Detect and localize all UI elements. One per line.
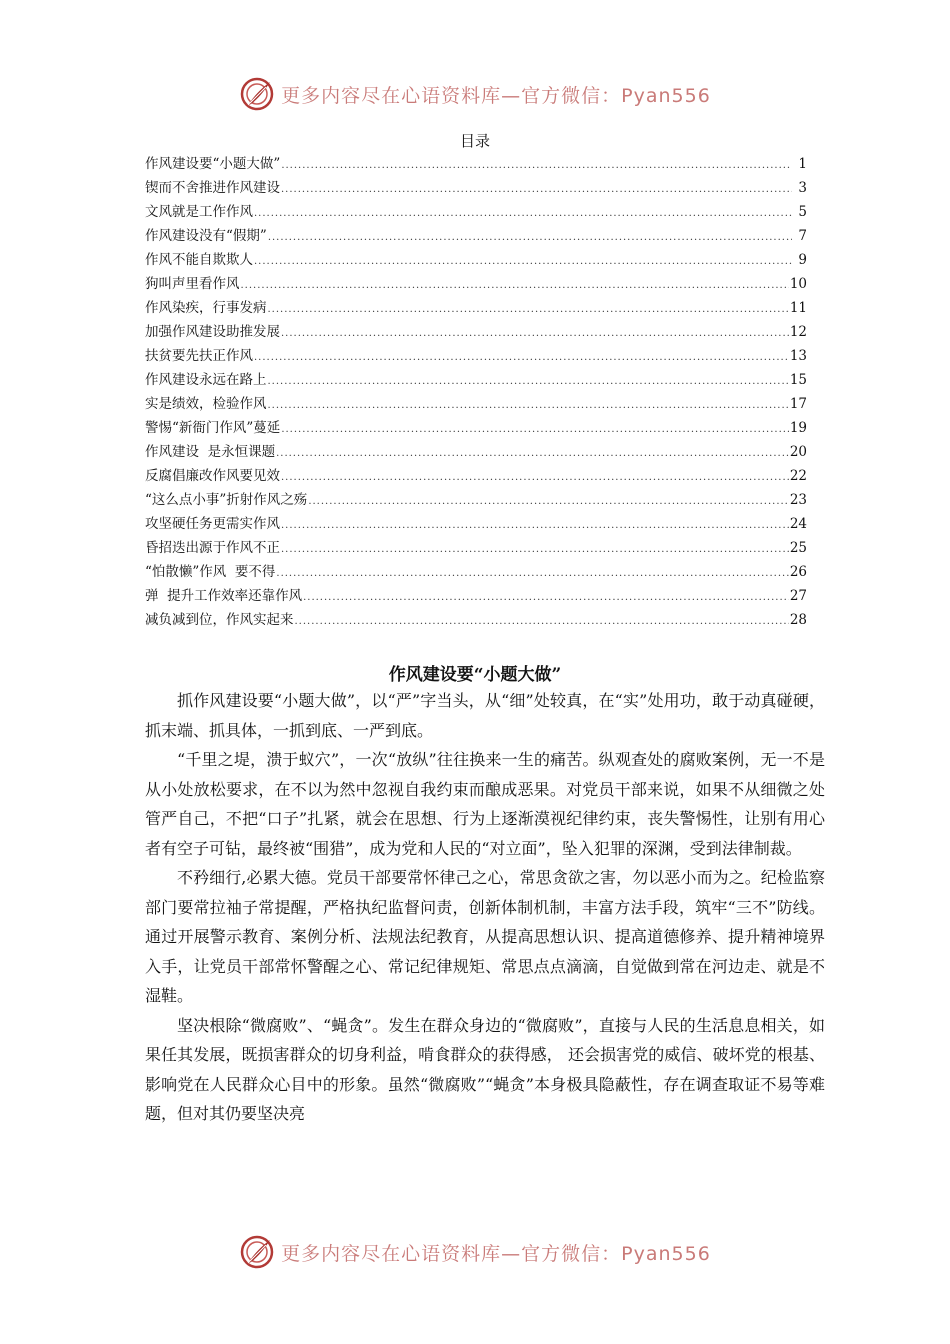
toc-page-number: 11: [789, 300, 807, 316]
toc-entry[interactable]: 减负减到位，作风实起来 ..... 28: [145, 608, 807, 632]
toc-page-number: 15: [789, 372, 807, 388]
toc-leader-dots: [281, 154, 792, 178]
toc-entry[interactable]: 文风就是工作作风 ..... 5: [145, 200, 807, 224]
toc-entry[interactable]: 反腐倡廉改作风要见效 ..... 22: [145, 464, 807, 488]
toc-entry[interactable]: 作风建设永远在路上 ..... 15: [145, 368, 807, 392]
toc-page-number: 1: [798, 156, 807, 172]
toc-page-number: 13: [789, 348, 807, 364]
toc-entry[interactable]: 作风建设要“小题大做” ..... 1: [145, 152, 807, 176]
toc-page-number: 10: [789, 276, 807, 292]
toc-entry[interactable]: 弹 提升工作效率还靠作风 ..... 27: [145, 584, 807, 608]
article-heading: 作风建设要“小题大做”: [388, 665, 562, 685]
toc-entry[interactable]: 作风不能自欺欺人 ..... 9: [145, 248, 807, 272]
feather-logo-icon: [239, 1234, 275, 1270]
toc-leader-dots: [241, 274, 789, 298]
toc-leader-dots: [308, 490, 789, 514]
toc-leader-dots: [281, 466, 789, 490]
toc-leader-dots: [295, 610, 789, 634]
toc-leader-dots: [268, 394, 789, 418]
toc-entry[interactable]: 警惕“新衙门作风”蔓延 ..... 19: [145, 416, 807, 440]
toc-title: 目录: [459, 132, 490, 150]
toc-page-number: 24: [789, 516, 807, 532]
toc-leader-dots: [281, 538, 789, 562]
toc-page-number: 23: [789, 492, 807, 508]
table-of-contents: [145, 152, 807, 632]
toc-leader-dots: [254, 202, 792, 226]
toc-entry[interactable]: 实是绩效，检验作风 ..... 17: [145, 392, 807, 416]
watermark-banner-bottom: [0, 1232, 950, 1272]
toc-leader-dots: [268, 298, 789, 322]
toc-page-number: 5: [798, 204, 807, 220]
toc-leader-dots: [254, 346, 789, 370]
toc-leader-dots: [281, 178, 792, 202]
toc-entry[interactable]: 昏招迭出源于作风不正 ..... 25: [145, 536, 807, 560]
article-paragraph: 不矜细行,必累大德。党员干部要常怀律己之心，常思贪欲之害，勿以恶小而为之。纪检监察部门要常拉袖子常提醒，严格执纪监督问责，创新体制机制，丰富方法手段，筑牢“三不”防线。通过开展警示教育、案例分析、法规法纪教育，从提高思想认识、提高道德修养、提升精神境界入手，让党员干部常怀警醒之心、常记纪律规矩、常思点点滴滴，自觉做到常在河边走、就是不湿鞋。: [145, 868, 825, 1005]
toc-leader-dots: [281, 514, 789, 538]
toc-page-number: 17: [789, 396, 807, 412]
toc-leader-dots: [303, 586, 789, 610]
toc-entry[interactable]: “怕散懒”作风 要不得 ..... 26: [145, 560, 807, 584]
article-paragraph: 坚决根除“微腐败”、“蝇贪”。发生在群众身边的“微腐败”，直接与人民的生活息息相关，如果任其发展，既损害群众的切身利益，啃食群众的获得感， 还会损害党的威信、破坏党的根基、影响党在人民群众心目中的形象。虽然“微腐败”“蝇贪”本身极具隐蔽性，存在调查取证不易等难题，但对其仍要坚决亮: [145, 1015, 825, 1123]
toc-page-number: 20: [789, 444, 807, 460]
toc-entry[interactable]: 加强作风建设助推发展 ..... 12: [145, 320, 807, 344]
watermark-banner-top: [0, 74, 950, 114]
toc-leader-dots: [281, 322, 789, 346]
toc-page-number: 9: [798, 252, 807, 268]
toc-page-number: 22: [789, 468, 807, 484]
toc-entry[interactable]: 作风建设没有“假期” ..... 7: [145, 224, 807, 248]
toc-page-number: 26: [789, 564, 807, 580]
toc-entry[interactable]: 锲而不舍推进作风建设 ..... 3: [145, 176, 807, 200]
toc-entry[interactable]: “这么点小事”折射作风之殇 ..... 23: [145, 488, 807, 512]
toc-page-number: 27: [789, 588, 807, 604]
toc-leader-dots: [254, 250, 792, 274]
toc-leader-dots: [276, 442, 789, 466]
toc-page-number: 28: [789, 612, 807, 628]
toc-entry[interactable]: 作风染疾，行事发病 ..... 11: [145, 296, 807, 320]
toc-entry[interactable]: 狗叫声里看作风 ..... 10: [145, 272, 807, 296]
toc-leader-dots: [268, 370, 789, 394]
toc-page-number: 12: [789, 324, 807, 340]
toc-page-number: 25: [789, 540, 807, 556]
toc-page-number: 3: [798, 180, 807, 196]
toc-leader-dots: [281, 418, 789, 442]
toc-entry[interactable]: 作风建设 是永恒课题 ..... 20: [145, 440, 807, 464]
toc-leader-dots: [276, 562, 788, 586]
watermark-text: 更多内容尽在心语资料库—官方微信：Pyan556: [281, 84, 711, 107]
toc-leader-dots: [268, 226, 792, 250]
watermark-text: 更多内容尽在心语资料库—官方微信：Pyan556: [281, 1242, 711, 1265]
feather-logo-icon: [239, 76, 275, 112]
toc-entry[interactable]: 扶贫要先扶正作风 ..... 13: [145, 344, 807, 368]
article-paragraph: 抓作风建设要“小题大做”，以“严”字当头，从“细”处较真，在“实”处用功，敢于动真碰硬，抓末端、抓具体，一抓到底、一严到底。: [145, 691, 825, 740]
toc-page-number: 19: [789, 420, 807, 436]
toc-page-number: 7: [798, 228, 807, 244]
toc-entry[interactable]: 攻坚硬任务更需实作风 ..... 24: [145, 512, 807, 536]
article-body: [145, 686, 825, 1129]
article-paragraph: “千里之堤，溃于蚁穴”，一次“放纵”往往换来一生的痛苦。纵观查处的腐败案例，无一不是从小处放松要求，在不以为然中忽视自我约束而酿成恶果。对党员干部来说，如果不从细微之处管严自己，不把“口子”扎紧，就会在思想、行为上逐渐漠视纪律约束，丧失警惕性，让别有用心者有空子可钻，最终被“围猎”，成为党和人民的“对立面”，坠入犯罪的深渊，受到法律制裁。: [145, 750, 825, 858]
